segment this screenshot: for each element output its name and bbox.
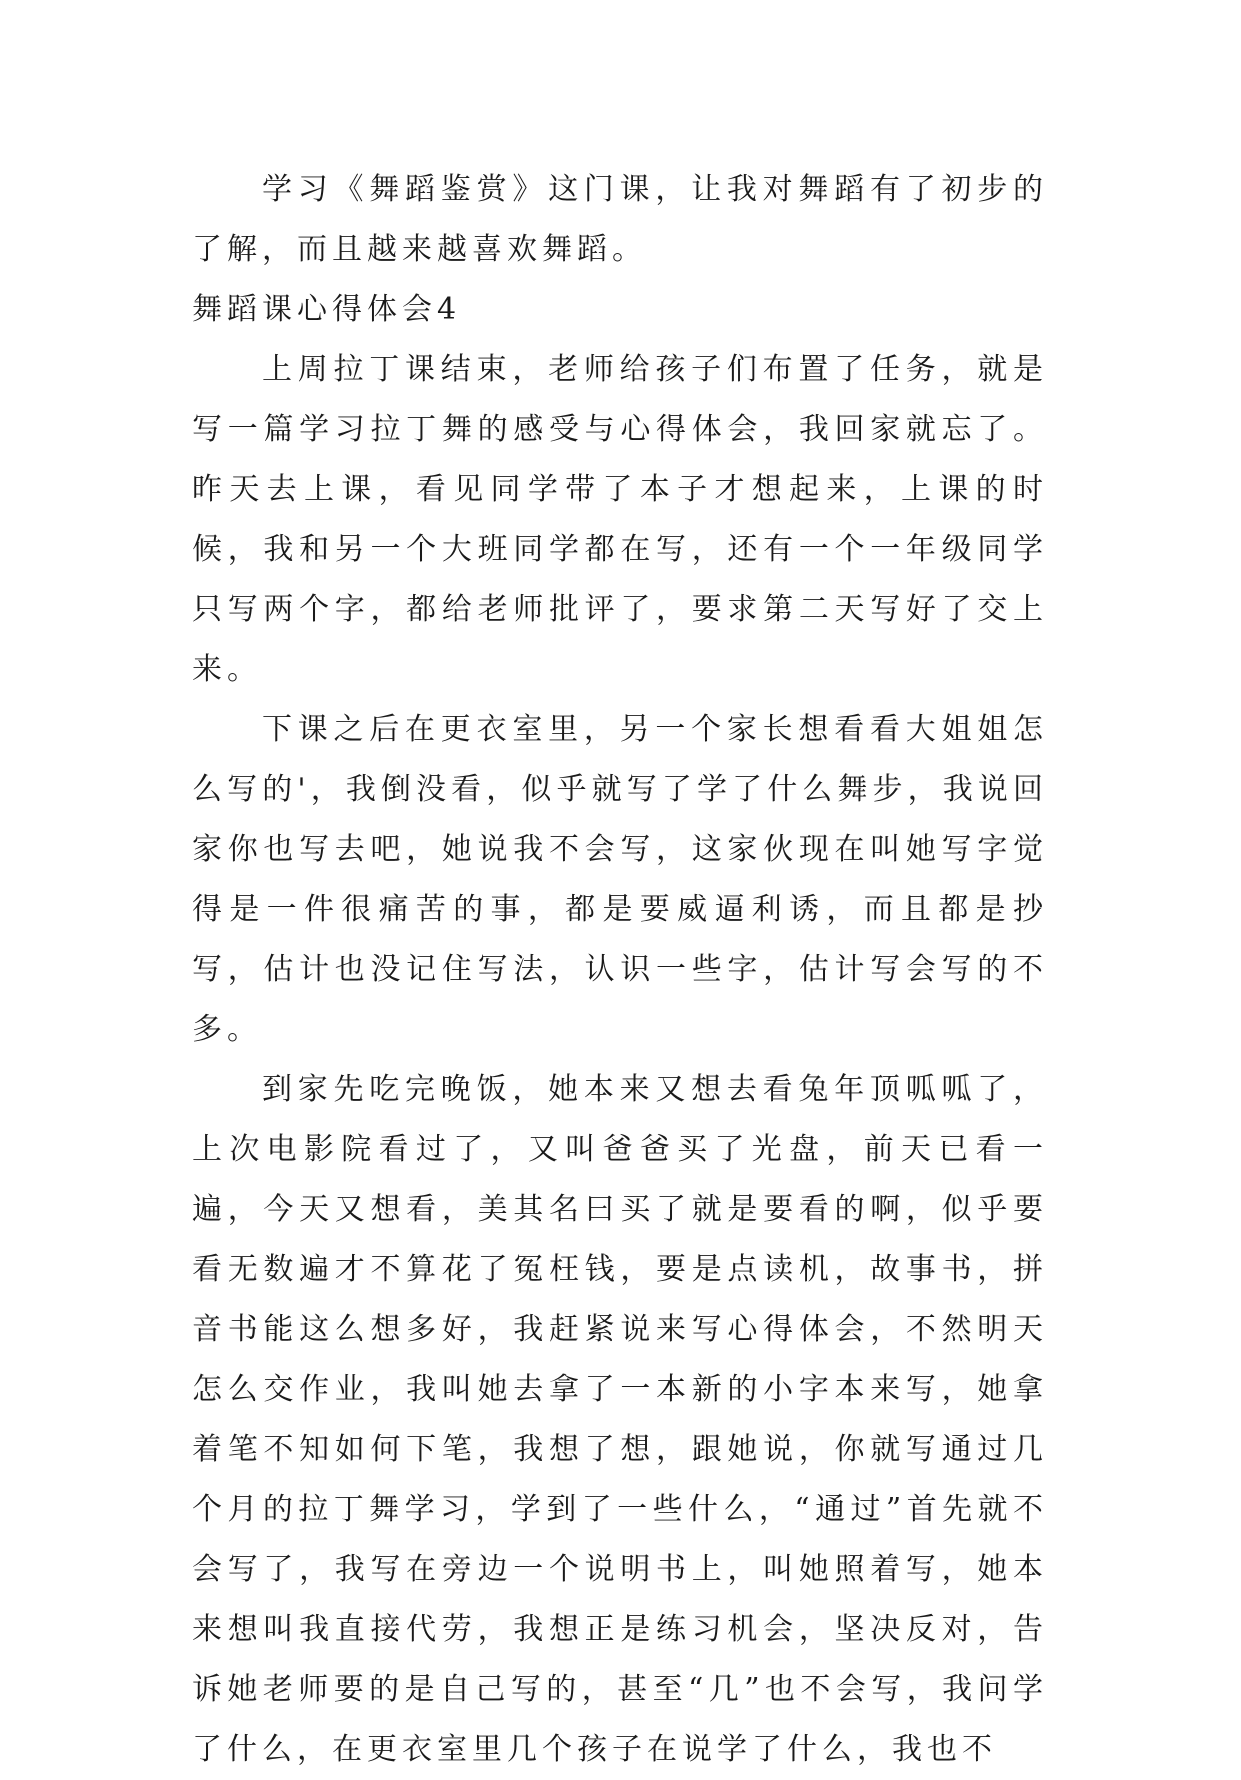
document-body <box>192 160 1048 1780</box>
section-heading: 舞蹈课心得体会4 <box>192 292 462 327</box>
paragraph-intro: 学习《舞蹈鉴赏》这门课，让我对舞蹈有了初步的了解，而且越来越喜欢舞蹈。 <box>192 172 1048 267</box>
paragraph-1: 上周拉丁课结束，老师给孩子们布置了任务，就是写一篇学习拉丁舞的感受与心得体会，我回家就忘了。昨天去上课，看见同学带了本子才想起来，上课的时候，我和另一个大班同学都在写，还有一个一年级同学只写两个字，都给老师批评了，要求第二天写好了交上来。 <box>192 352 1048 687</box>
paragraph-2: 下课之后在更衣室里，另一个家长想看看大姐姐怎么写的'，我倒没看，似乎就写了学了什么舞步，我说回家你也写去吧，她说我不会写，这家伙现在叫她写字觉得是一件很痛苦的事，都是要威逼利诱，而且都是抄写，估计也没记住写法，认识一些字，估计写会写的不多。 <box>192 712 1048 1047</box>
paragraph-3: 到家先吃完晚饭，她本来又想去看兔年顶呱呱了，上次电影院看过了，又叫爸爸买了光盘，前天已看一遍，今天又想看，美其名曰买了就是要看的啊，似乎要看无数遍才不算花了冤枉钱，要是点读机，故事书，拼音书能这么想多好，我赶紧说来写心得体会，不然明天怎么交作业，我叫她去拿了一本新的小字本来写，她拿着笔不知如何下笔，我想了想，跟她说，你就写通过几个月的拉丁舞学习，学到了一些什么，“通过”首先就不会写了，我写在旁边一个说明书上，叫她照着写，她本来想叫我直接代劳，我想正是练习机会，坚决反对，告诉她老师要的是自己写的，甚至“几”也不会写，我问学了什么，在更衣室里几个孩子在说学了什么，我也不 <box>192 1072 1048 1767</box>
